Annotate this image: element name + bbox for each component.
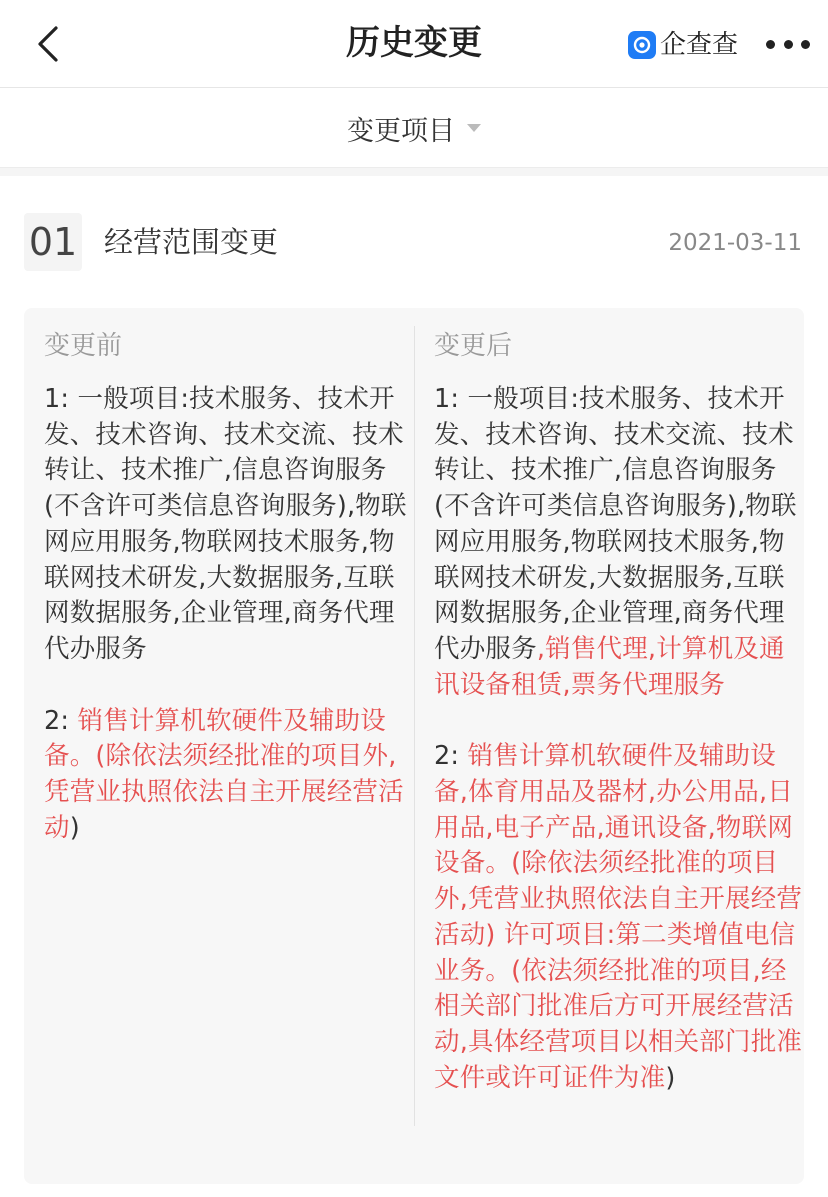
after-column: [434, 308, 804, 1096]
brand-logo-icon: [628, 31, 656, 59]
column-divider: [414, 326, 415, 1126]
before-column: [44, 308, 414, 846]
record-date: 2021-03-11: [668, 230, 802, 256]
filter-label: 变更项目: [347, 115, 455, 147]
before-entry-2: 2: 销售计算机软硬件及辅助设备。(除依法须经批准的项目外,凭营业执照依法自主开展经营活动): [44, 705, 404, 843]
page-title: 历史变更: [346, 23, 482, 63]
after-entry-2: 2: 销售计算机软硬件及辅助设备,体育用品及器材,办公用品,日用品,电子产品,通讯设备,物联网设备。(除依法须经批准的项目外,凭营业执照依法自主开展经营活动) 许可项目:第二类增值电信业务。(依法须经批准的项目,经相关部门批准后方可开展经营活动,具体经营项目以相关部门批准文件或许可证件为准): [434, 741, 803, 1093]
caret-down-icon: [467, 124, 481, 132]
record-index: 01: [24, 213, 82, 271]
more-button[interactable]: [766, 36, 810, 52]
brand-link[interactable]: [628, 28, 738, 62]
change-record-header: [0, 210, 828, 274]
before-entry-1: 1: 一般项目:技术服务、技术开发、技术咨询、技术交流、技术转让、技术推广,信息咨询服务 (不含许可类信息咨询服务),物联网应用服务,物联网技术服务,物联网技术研发,大数据服务,互联网数据服务,企业管理,商务代理代办服务: [44, 384, 407, 664]
change-item-filter[interactable]: [0, 89, 828, 167]
record-title: 经营范围变更: [104, 225, 279, 259]
more-horizontal-icon: [766, 40, 775, 49]
navigation-bar: [0, 0, 828, 88]
after-entry-1: 1: 一般项目:技术服务、技术开发、技术咨询、技术交流、技术转让、技术推广,信息咨询服务 (不含许可类信息咨询服务),物联网应用服务,物联网技术服务,物联网技术研发,大数据服务,互联网数据服务,企业管理,商务代理代办服务,销售代理,计算机及通讯设备租赁,票务代理服务: [434, 384, 797, 700]
brand-name: 企查查: [660, 30, 739, 60]
after-header: 变更后: [434, 331, 513, 361]
change-comparison-card: [24, 308, 804, 1184]
section-divider: [0, 167, 828, 176]
before-header: 变更前: [44, 331, 123, 361]
